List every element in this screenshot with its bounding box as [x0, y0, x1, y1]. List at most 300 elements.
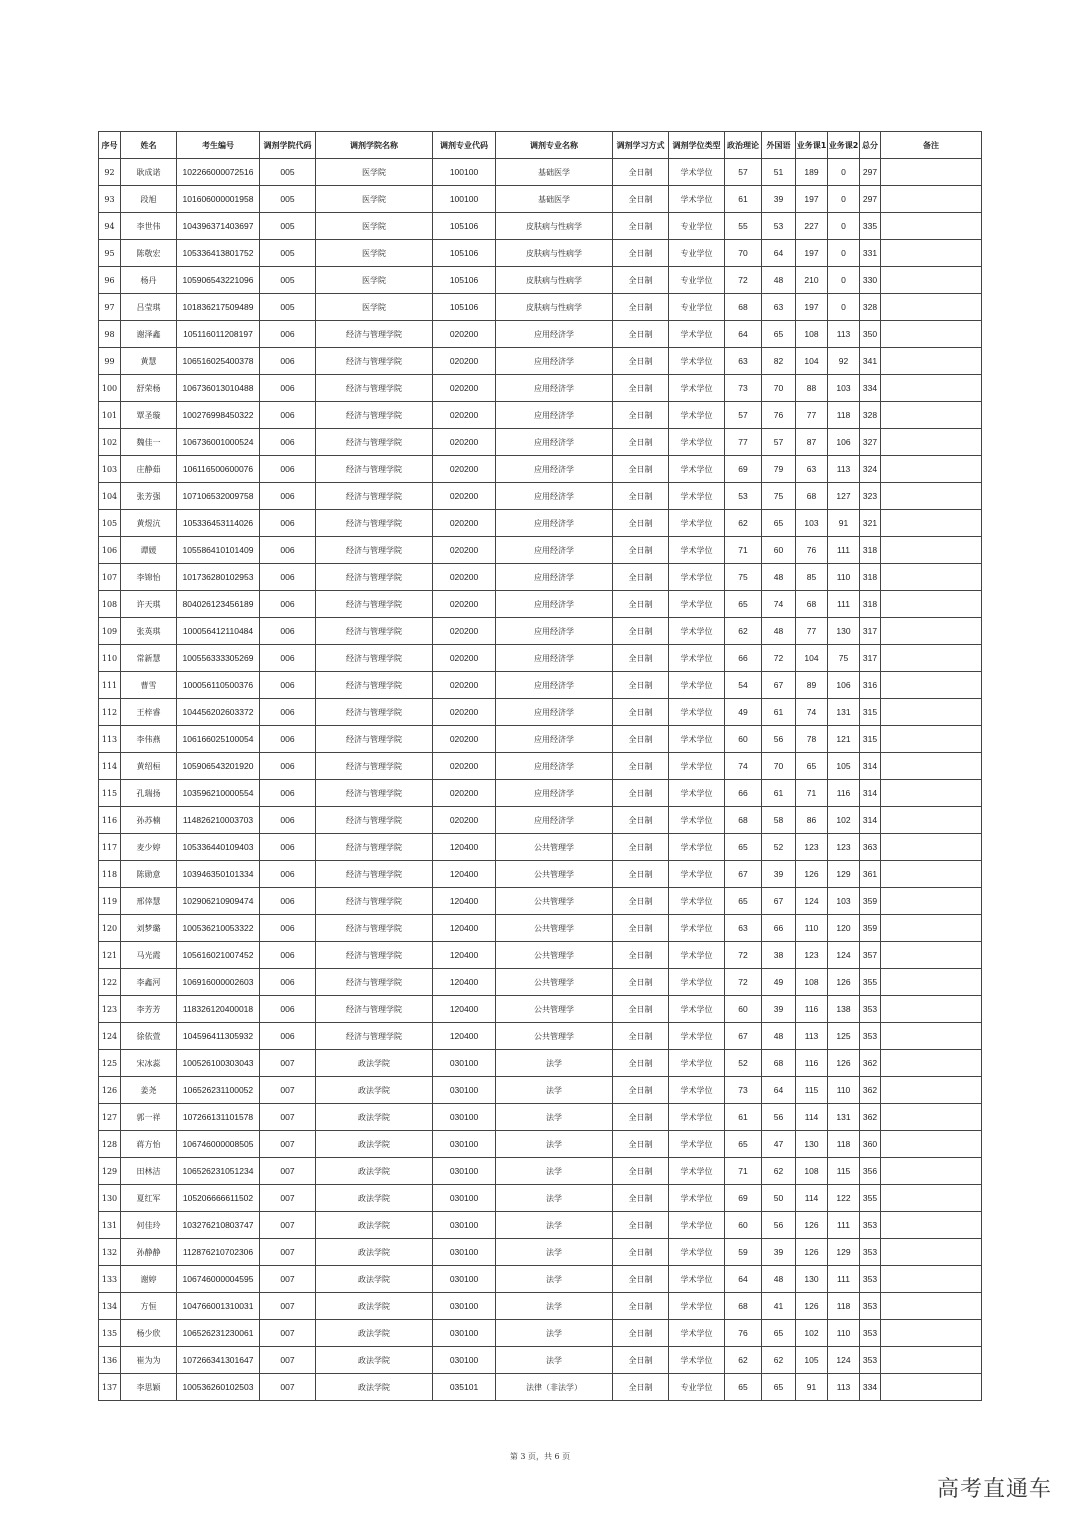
cell-col-degree-type: 学术学位 [669, 699, 725, 726]
cell-col-course2: 113 [828, 456, 860, 483]
cell-col-exam-id: 102906210909474 [177, 888, 260, 915]
cell-col-total: 357 [860, 942, 881, 969]
cell-col-total: 363 [860, 834, 881, 861]
cell-col-degree-type: 学术学位 [669, 1266, 725, 1293]
cell-col-exam-id: 106746000008505 [177, 1131, 260, 1158]
cell-col-course1: 227 [796, 213, 828, 240]
cell-col-degree-type: 专业学位 [669, 1374, 725, 1401]
cell-col-politics: 68 [725, 1293, 762, 1320]
cell-col-course1: 108 [796, 321, 828, 348]
cell-col-college-name: 经济与管理学院 [316, 402, 433, 429]
cell-col-exam-id: 104396371403697 [177, 213, 260, 240]
cell-col-college-name: 政法学院 [316, 1266, 433, 1293]
cell-col-major-name: 法律（非法学） [496, 1374, 613, 1401]
cell-col-college-name: 经济与管理学院 [316, 348, 433, 375]
cell-col-degree-type: 学术学位 [669, 726, 725, 753]
cell-col-remarks [881, 375, 982, 402]
cell-col-seq: 92 [99, 159, 121, 186]
cell-col-degree-type: 学术学位 [669, 348, 725, 375]
table-row [99, 915, 982, 942]
cell-col-name: 黄绍桓 [121, 753, 177, 780]
cell-col-politics: 63 [725, 348, 762, 375]
cell-col-seq: 133 [99, 1266, 121, 1293]
cell-col-total: 321 [860, 510, 881, 537]
cell-col-name: 杨丹 [121, 267, 177, 294]
cell-col-foreign-lang: 61 [762, 699, 796, 726]
cell-col-seq: 123 [99, 996, 121, 1023]
cell-col-major-name: 应用经济学 [496, 483, 613, 510]
cell-col-course1: 126 [796, 861, 828, 888]
cell-col-politics: 52 [725, 1050, 762, 1077]
cell-col-college-name: 经济与管理学院 [316, 456, 433, 483]
cell-col-remarks [881, 1077, 982, 1104]
cell-col-study-mode: 全日制 [613, 1131, 669, 1158]
cell-col-exam-id: 107266131101578 [177, 1104, 260, 1131]
cell-col-major-name: 应用经济学 [496, 456, 613, 483]
table-row [99, 483, 982, 510]
cell-col-degree-type: 专业学位 [669, 294, 725, 321]
cell-col-total: 324 [860, 456, 881, 483]
cell-col-politics: 62 [725, 618, 762, 645]
cell-col-college-name: 经济与管理学院 [316, 861, 433, 888]
cell-col-total: 328 [860, 402, 881, 429]
cell-col-college-name: 经济与管理学院 [316, 537, 433, 564]
cell-col-exam-id: 106736013010488 [177, 375, 260, 402]
cell-col-study-mode: 全日制 [613, 1158, 669, 1185]
cell-col-study-mode: 全日制 [613, 726, 669, 753]
cell-col-course1: 65 [796, 753, 828, 780]
cell-col-major-name: 公共管理学 [496, 834, 613, 861]
cell-col-remarks [881, 294, 982, 321]
cell-col-seq: 108 [99, 591, 121, 618]
cell-col-course1: 197 [796, 186, 828, 213]
cell-col-remarks [881, 699, 982, 726]
cell-col-course1: 102 [796, 1320, 828, 1347]
cell-col-total: 330 [860, 267, 881, 294]
cell-col-course1: 113 [796, 1023, 828, 1050]
cell-col-course2: 111 [828, 1266, 860, 1293]
table-row [99, 1320, 982, 1347]
cell-col-exam-id: 112876210702306 [177, 1239, 260, 1266]
cell-col-seq: 97 [99, 294, 121, 321]
cell-col-college-name: 经济与管理学院 [316, 942, 433, 969]
cell-col-foreign-lang: 48 [762, 267, 796, 294]
cell-col-college-code: 006 [260, 645, 316, 672]
cell-col-politics: 73 [725, 375, 762, 402]
cell-col-name: 姜尧 [121, 1077, 177, 1104]
cell-col-degree-type: 学术学位 [669, 780, 725, 807]
table-row [99, 429, 982, 456]
cell-col-exam-id: 106166025100054 [177, 726, 260, 753]
cell-col-exam-id: 100556333305269 [177, 645, 260, 672]
cell-col-total: 335 [860, 213, 881, 240]
cell-col-seq: 96 [99, 267, 121, 294]
cell-col-politics: 66 [725, 780, 762, 807]
cell-col-foreign-lang: 39 [762, 861, 796, 888]
cell-col-exam-id: 105616021007452 [177, 942, 260, 969]
cell-col-course2: 103 [828, 375, 860, 402]
cell-col-course1: 105 [796, 1347, 828, 1374]
cell-col-course1: 126 [796, 1293, 828, 1320]
cell-col-college-name: 政法学院 [316, 1185, 433, 1212]
cell-col-exam-id: 101736280102953 [177, 564, 260, 591]
cell-col-course2: 113 [828, 321, 860, 348]
cell-col-college-name: 经济与管理学院 [316, 564, 433, 591]
cell-col-total: 297 [860, 186, 881, 213]
cell-col-total: 331 [860, 240, 881, 267]
cell-col-seq: 136 [99, 1347, 121, 1374]
cell-col-degree-type: 学术学位 [669, 1158, 725, 1185]
cell-col-remarks [881, 483, 982, 510]
table-row [99, 834, 982, 861]
cell-col-course2: 103 [828, 888, 860, 915]
cell-col-course2: 106 [828, 672, 860, 699]
cell-col-college-code: 006 [260, 942, 316, 969]
cell-col-total: 297 [860, 159, 881, 186]
cell-col-college-code: 007 [260, 1185, 316, 1212]
cell-col-exam-id: 107106532009758 [177, 483, 260, 510]
cell-col-course2: 0 [828, 186, 860, 213]
cell-col-college-name: 政法学院 [316, 1158, 433, 1185]
cell-col-politics: 66 [725, 645, 762, 672]
cell-col-remarks [881, 645, 982, 672]
cell-col-course2: 0 [828, 213, 860, 240]
cell-col-course2: 0 [828, 294, 860, 321]
cell-col-degree-type: 学术学位 [669, 1050, 725, 1077]
cell-col-exam-id: 100056412110484 [177, 618, 260, 645]
cell-col-major-name: 应用经济学 [496, 780, 613, 807]
cell-col-exam-id: 118326120400018 [177, 996, 260, 1023]
cell-col-college-code: 005 [260, 240, 316, 267]
cell-col-college-name: 经济与管理学院 [316, 429, 433, 456]
table-row [99, 348, 982, 375]
cell-col-foreign-lang: 74 [762, 591, 796, 618]
cell-col-degree-type: 学术学位 [669, 1023, 725, 1050]
cell-col-foreign-lang: 62 [762, 1158, 796, 1185]
cell-col-course1: 108 [796, 1158, 828, 1185]
cell-col-name: 常新慧 [121, 645, 177, 672]
cell-col-major-code: 020200 [433, 321, 496, 348]
cell-col-course2: 102 [828, 807, 860, 834]
table-row [99, 1212, 982, 1239]
cell-col-exam-id: 100056110500376 [177, 672, 260, 699]
cell-col-course2: 126 [828, 1050, 860, 1077]
cell-col-name: 李伟燕 [121, 726, 177, 753]
cell-col-major-code: 020200 [433, 483, 496, 510]
cell-col-total: 318 [860, 564, 881, 591]
cell-col-major-code: 100100 [433, 186, 496, 213]
cell-col-major-name: 皮肤病与性病学 [496, 267, 613, 294]
cell-col-major-code: 020200 [433, 807, 496, 834]
cell-col-exam-id: 804026123456189 [177, 591, 260, 618]
cell-col-study-mode: 全日制 [613, 618, 669, 645]
table-row [99, 375, 982, 402]
cell-col-major-code: 030100 [433, 1050, 496, 1077]
cell-col-seq: 134 [99, 1293, 121, 1320]
cell-col-course2: 116 [828, 780, 860, 807]
cell-col-seq: 101 [99, 402, 121, 429]
cell-col-course1: 76 [796, 537, 828, 564]
cell-col-degree-type: 学术学位 [669, 969, 725, 996]
table-row [99, 996, 982, 1023]
table-row [99, 213, 982, 240]
cell-col-college-name: 政法学院 [316, 1131, 433, 1158]
cell-col-major-code: 030100 [433, 1293, 496, 1320]
cell-col-remarks [881, 969, 982, 996]
cell-col-politics: 68 [725, 807, 762, 834]
cell-col-course1: 88 [796, 375, 828, 402]
cell-col-total: 327 [860, 429, 881, 456]
cell-col-foreign-lang: 72 [762, 645, 796, 672]
cell-col-major-name: 法学 [496, 1293, 613, 1320]
cell-col-name: 邢倖慧 [121, 888, 177, 915]
cell-col-foreign-lang: 38 [762, 942, 796, 969]
cell-col-course1: 116 [796, 1050, 828, 1077]
cell-col-major-name: 皮肤病与性病学 [496, 294, 613, 321]
cell-col-major-name: 公共管理学 [496, 861, 613, 888]
table-row [99, 672, 982, 699]
cell-col-course2: 129 [828, 861, 860, 888]
cell-col-course2: 118 [828, 1131, 860, 1158]
cell-col-major-code: 105106 [433, 240, 496, 267]
cell-col-foreign-lang: 76 [762, 402, 796, 429]
cell-col-degree-type: 学术学位 [669, 1293, 725, 1320]
cell-col-major-name: 基础医学 [496, 159, 613, 186]
cell-col-foreign-lang: 56 [762, 1212, 796, 1239]
cell-col-name: 谭媛 [121, 537, 177, 564]
cell-col-major-code: 120400 [433, 942, 496, 969]
cell-col-foreign-lang: 65 [762, 1374, 796, 1401]
cell-col-college-code: 007 [260, 1347, 316, 1374]
cell-col-college-name: 政法学院 [316, 1374, 433, 1401]
cell-col-study-mode: 全日制 [613, 483, 669, 510]
cell-col-major-name: 应用经济学 [496, 564, 613, 591]
cell-col-total: 356 [860, 1158, 881, 1185]
cell-col-course2: 124 [828, 942, 860, 969]
cell-col-college-name: 经济与管理学院 [316, 483, 433, 510]
table-row [99, 564, 982, 591]
cell-col-seq: 122 [99, 969, 121, 996]
cell-col-remarks [881, 1131, 982, 1158]
table-row [99, 1347, 982, 1374]
cell-col-name: 李鑫河 [121, 969, 177, 996]
cell-col-course2: 122 [828, 1185, 860, 1212]
cell-col-exam-id: 103596210000554 [177, 780, 260, 807]
cell-col-course2: 106 [828, 429, 860, 456]
cell-col-politics: 54 [725, 672, 762, 699]
cell-col-course2: 124 [828, 1347, 860, 1374]
cell-col-politics: 74 [725, 753, 762, 780]
table-row [99, 159, 982, 186]
cell-col-college-code: 006 [260, 456, 316, 483]
cell-col-seq: 112 [99, 699, 121, 726]
cell-col-degree-type: 专业学位 [669, 213, 725, 240]
cell-col-remarks [881, 186, 982, 213]
cell-col-major-name: 基础医学 [496, 186, 613, 213]
cell-col-politics: 71 [725, 1158, 762, 1185]
cell-col-study-mode: 全日制 [613, 672, 669, 699]
cell-col-major-name: 公共管理学 [496, 888, 613, 915]
cell-col-degree-type: 专业学位 [669, 267, 725, 294]
cell-col-course2: 121 [828, 726, 860, 753]
cell-col-college-name: 政法学院 [316, 1104, 433, 1131]
cell-col-remarks [881, 1050, 982, 1077]
cell-col-course1: 86 [796, 807, 828, 834]
cell-col-college-name: 医学院 [316, 186, 433, 213]
cell-col-study-mode: 全日制 [613, 996, 669, 1023]
cell-col-foreign-lang: 58 [762, 807, 796, 834]
cell-col-course2: 126 [828, 969, 860, 996]
cell-col-remarks [881, 726, 982, 753]
cell-col-degree-type: 学术学位 [669, 1185, 725, 1212]
cell-col-major-code: 020200 [433, 699, 496, 726]
cell-col-study-mode: 全日制 [613, 186, 669, 213]
cell-col-remarks [881, 1212, 982, 1239]
cell-col-remarks [881, 807, 982, 834]
cell-col-course1: 110 [796, 915, 828, 942]
cell-col-college-code: 007 [260, 1158, 316, 1185]
cell-col-foreign-lang: 65 [762, 510, 796, 537]
cell-col-name: 黄慧 [121, 348, 177, 375]
cell-col-seq: 121 [99, 942, 121, 969]
cell-col-major-name: 应用经济学 [496, 537, 613, 564]
cell-col-major-code: 100100 [433, 159, 496, 186]
cell-col-exam-id: 101606000001958 [177, 186, 260, 213]
cell-col-course1: 87 [796, 429, 828, 456]
table-row [99, 537, 982, 564]
table-row [99, 1023, 982, 1050]
cell-col-major-code: 020200 [433, 456, 496, 483]
cell-col-remarks [881, 834, 982, 861]
cell-col-major-name: 皮肤病与性病学 [496, 213, 613, 240]
cell-col-course2: 110 [828, 564, 860, 591]
cell-col-total: 353 [860, 1293, 881, 1320]
cell-col-course1: 91 [796, 1374, 828, 1401]
cell-col-politics: 69 [725, 1185, 762, 1212]
cell-col-foreign-lang: 67 [762, 888, 796, 915]
cell-col-name: 舒荣杨 [121, 375, 177, 402]
cell-col-seq: 104 [99, 483, 121, 510]
cell-col-politics: 60 [725, 996, 762, 1023]
cell-col-politics: 76 [725, 1320, 762, 1347]
cell-col-total: 353 [860, 1023, 881, 1050]
cell-col-major-code: 030100 [433, 1185, 496, 1212]
cell-col-college-code: 005 [260, 267, 316, 294]
cell-col-college-code: 006 [260, 969, 316, 996]
cell-col-seq: 129 [99, 1158, 121, 1185]
cell-col-college-name: 医学院 [316, 294, 433, 321]
cell-col-foreign-lang: 64 [762, 240, 796, 267]
cell-col-course1: 108 [796, 969, 828, 996]
cell-col-politics: 65 [725, 888, 762, 915]
cell-col-course2: 75 [828, 645, 860, 672]
cell-col-study-mode: 全日制 [613, 1077, 669, 1104]
cell-col-course2: 105 [828, 753, 860, 780]
cell-col-exam-id: 104456202603372 [177, 699, 260, 726]
cell-col-total: 323 [860, 483, 881, 510]
cell-col-name: 曹雪 [121, 672, 177, 699]
table-row [99, 186, 982, 213]
cell-col-total: 314 [860, 780, 881, 807]
cell-col-major-name: 应用经济学 [496, 510, 613, 537]
cell-col-seq: 103 [99, 456, 121, 483]
cell-col-major-code: 030100 [433, 1320, 496, 1347]
cell-col-course1: 77 [796, 402, 828, 429]
cell-col-course2: 115 [828, 1158, 860, 1185]
cell-col-major-name: 公共管理学 [496, 996, 613, 1023]
cell-col-college-name: 政法学院 [316, 1293, 433, 1320]
table-row [99, 456, 982, 483]
cell-col-major-name: 法学 [496, 1266, 613, 1293]
cell-col-major-name: 公共管理学 [496, 1023, 613, 1050]
cell-col-study-mode: 全日制 [613, 645, 669, 672]
cell-col-degree-type: 学术学位 [669, 996, 725, 1023]
cell-col-major-name: 公共管理学 [496, 942, 613, 969]
header-col-name: 姓名 [121, 132, 177, 159]
cell-col-major-code: 030100 [433, 1239, 496, 1266]
cell-col-exam-id: 105116011208197 [177, 321, 260, 348]
cell-col-degree-type: 学术学位 [669, 1239, 725, 1266]
cell-col-study-mode: 全日制 [613, 1023, 669, 1050]
cell-col-major-name: 应用经济学 [496, 618, 613, 645]
cell-col-exam-id: 106526231051234 [177, 1158, 260, 1185]
cell-col-remarks [881, 240, 982, 267]
cell-col-degree-type: 学术学位 [669, 861, 725, 888]
cell-col-total: 360 [860, 1131, 881, 1158]
cell-col-study-mode: 全日制 [613, 375, 669, 402]
cell-col-college-code: 006 [260, 510, 316, 537]
cell-col-exam-id: 102266000072516 [177, 159, 260, 186]
cell-col-study-mode: 全日制 [613, 1347, 669, 1374]
cell-col-remarks [881, 753, 982, 780]
cell-col-seq: 106 [99, 537, 121, 564]
cell-col-course2: 127 [828, 483, 860, 510]
cell-col-course2: 131 [828, 1104, 860, 1131]
cell-col-seq: 117 [99, 834, 121, 861]
cell-col-college-code: 006 [260, 591, 316, 618]
cell-col-study-mode: 全日制 [613, 861, 669, 888]
cell-col-major-code: 120400 [433, 969, 496, 996]
cell-col-politics: 57 [725, 159, 762, 186]
table-row [99, 780, 982, 807]
cell-col-college-name: 经济与管理学院 [316, 888, 433, 915]
cell-col-college-code: 007 [260, 1374, 316, 1401]
cell-col-seq: 118 [99, 861, 121, 888]
cell-col-degree-type: 学术学位 [669, 321, 725, 348]
cell-col-seq: 127 [99, 1104, 121, 1131]
cell-col-exam-id: 105336413801752 [177, 240, 260, 267]
cell-col-major-name: 公共管理学 [496, 915, 613, 942]
cell-col-remarks [881, 1293, 982, 1320]
cell-col-name: 杨少欣 [121, 1320, 177, 1347]
cell-col-total: 361 [860, 861, 881, 888]
cell-col-study-mode: 全日制 [613, 537, 669, 564]
cell-col-college-code: 007 [260, 1293, 316, 1320]
cell-col-major-name: 法学 [496, 1050, 613, 1077]
cell-col-major-name: 法学 [496, 1158, 613, 1185]
table-row [99, 321, 982, 348]
cell-col-foreign-lang: 48 [762, 1266, 796, 1293]
cell-col-seq: 116 [99, 807, 121, 834]
cell-col-college-name: 经济与管理学院 [316, 591, 433, 618]
cell-col-remarks [881, 321, 982, 348]
cell-col-foreign-lang: 65 [762, 1320, 796, 1347]
cell-col-total: 355 [860, 1185, 881, 1212]
cell-col-major-code: 120400 [433, 834, 496, 861]
header-col-degree-type: 调剂学位类型 [669, 132, 725, 159]
cell-col-politics: 64 [725, 1266, 762, 1293]
cell-col-seq: 99 [99, 348, 121, 375]
